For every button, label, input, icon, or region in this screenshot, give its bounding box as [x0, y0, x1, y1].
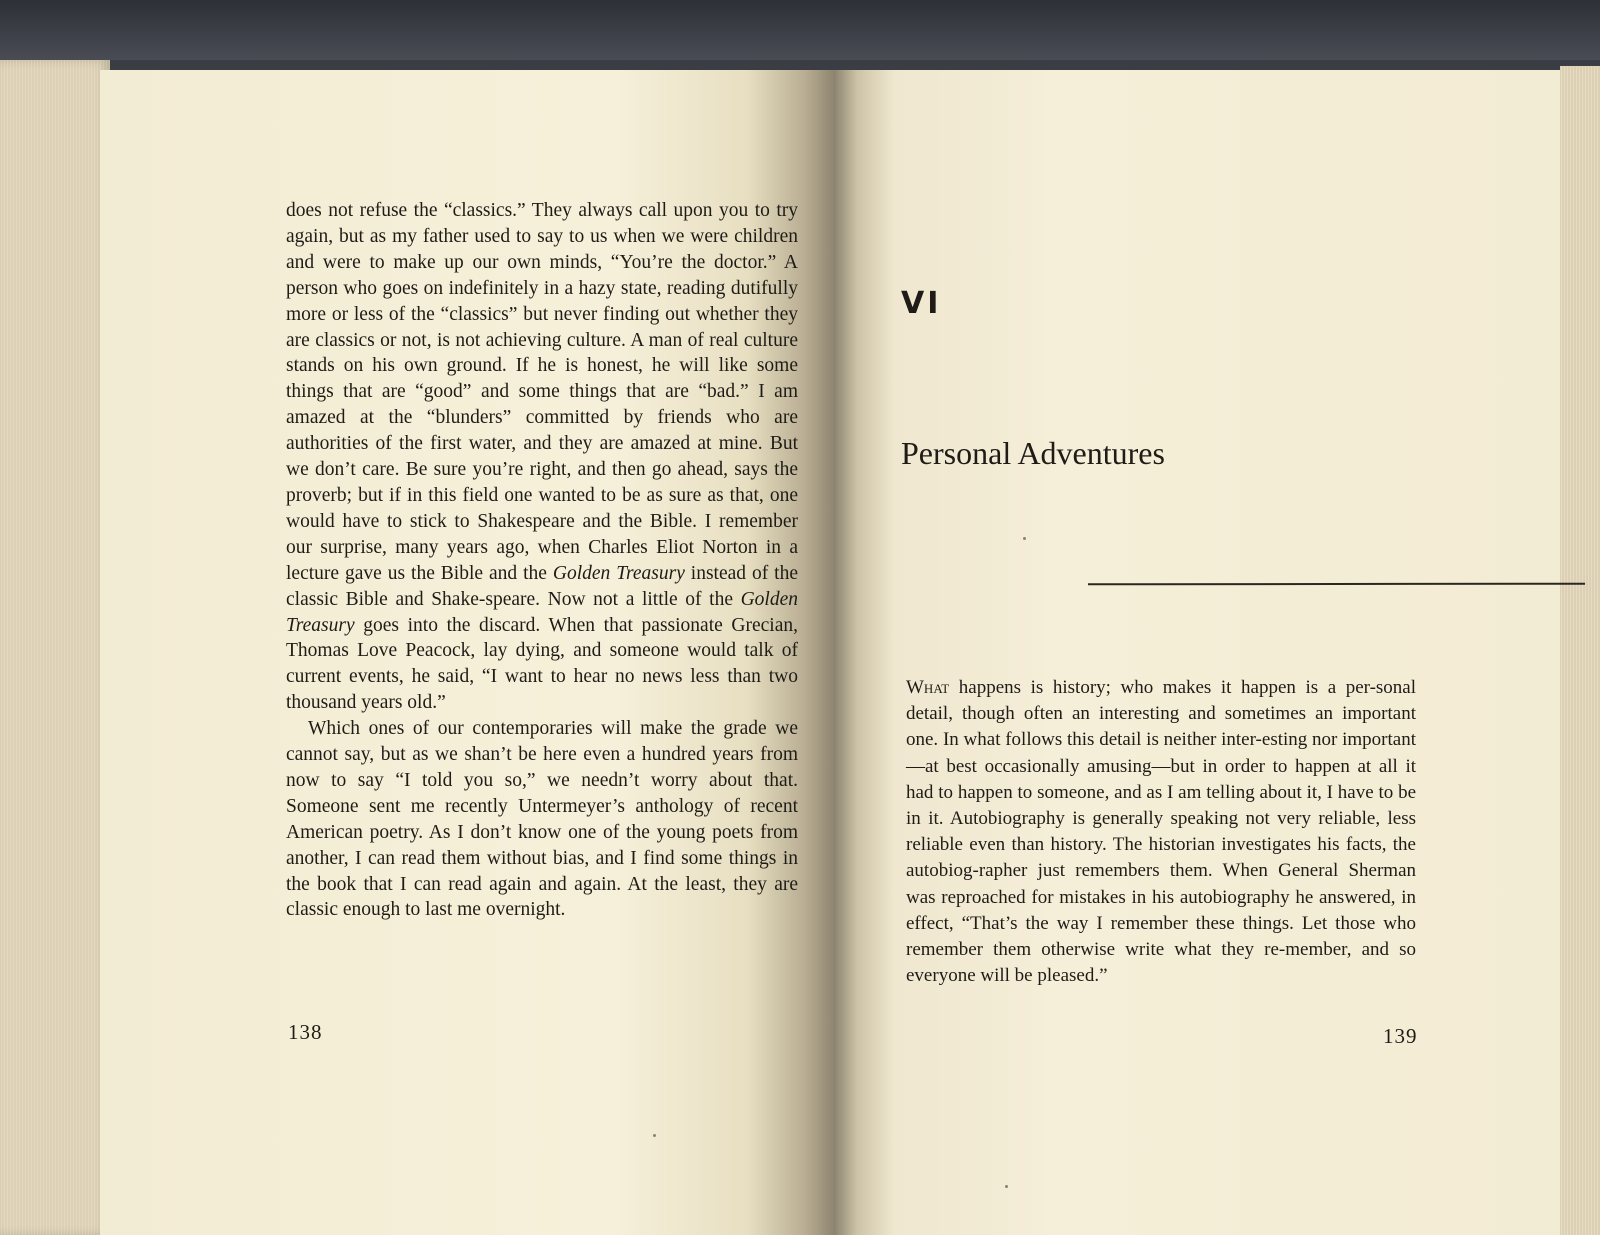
text-segment: instead of the classic Bible and Shake-speare. Now not a little of the: [286, 562, 798, 610]
text-segment: goes into the discard. When that passionate Grecian, Thomas Love Peacock, lay dying, and someone would talk of current events, he said, “I want to hear no news less than two thousand years old.”: [286, 614, 798, 714]
right-page-edges: [1560, 66, 1600, 1235]
paper-speck: [653, 1134, 656, 1137]
scanner-background: [0, 0, 1600, 60]
opening-word: What: [906, 677, 950, 698]
text-segment: does not refuse the “classics.” They always call upon you to try again, but as my father used to say to us when we were children and were to make up our own minds, “You’re the doctor.” A person who goes on indefinitely in a hazy state, reading dutifully more or less of the “classics” but never finding out whether they are classics or not, is not achieving culture. A man of real culture stands on his own ground. If he is honest, he will like some things that are “good” and some things that are “bad.” I am amazed at the “blunders” committed by friends who are authorities of the first water, and they are amazed at mine. But we don’t care. Be sure you’re right, and then go ahead, says the proverb; but if in this field one wanted to be as sure as that, one would have to stick to Shakespeare and the Bible. I remember our surprise, many years ago, when Charles Eliot Norton in a lecture gave us the Bible and the: [286, 200, 798, 584]
open-book: [0, 52, 1600, 1235]
right-page-body: [906, 675, 1416, 989]
left-page-body: [286, 198, 798, 923]
chapter-title: Personal Adventures: [901, 435, 1165, 471]
left-paragraph-2: [286, 716, 798, 923]
text-segment: happens is history; who makes it happen is a per-sonal detail, though often an interesting and sometimes an important one. In what follows this detail is neither inter-esting nor important—at best occasionally amusing—but in order to happen at all it had to happen to someone, and as I am telling about it, I have to be in it. Autobiography is generally speaking not very reliable, less reliable even than history. The historian investigates his facts, the autobiog-rapher just remembers them. When General Sherman was reproached for mistakes in his autobiography he answered, in effect, “That’s the way I remember these things. Let those who remember them otherwise write what they re-member, and so everyone will be pleased.”: [906, 677, 1417, 987]
left-page-edges: [0, 60, 110, 1235]
italic-title: Golden Treasury: [286, 588, 798, 636]
page-number-left: 138: [288, 1020, 323, 1044]
chapter-number: VI: [901, 286, 942, 321]
italic-title: Golden Treasury: [552, 562, 685, 584]
page-number-right: 139: [1383, 1024, 1418, 1048]
paper-speck: [1005, 1185, 1008, 1188]
right-page: [835, 70, 1575, 1235]
right-paragraph-1: [906, 675, 1416, 989]
text-segment: Which ones of our contemporaries will make the grade we cannot say, but as we shan’t be here even a hundred years from now to say “I told you so,” we needn’t worry about that. Someone sent me recently Untermeyer’s anthology of recent American poetry. As I don’t know one of the young poets from another, I can read them without bias, and I find some things in the book that I can read again and again. At the least, they are classic enough to last me overnight.: [286, 718, 798, 921]
left-paragraph-1: [286, 198, 798, 716]
paper-speck: [1023, 537, 1026, 540]
